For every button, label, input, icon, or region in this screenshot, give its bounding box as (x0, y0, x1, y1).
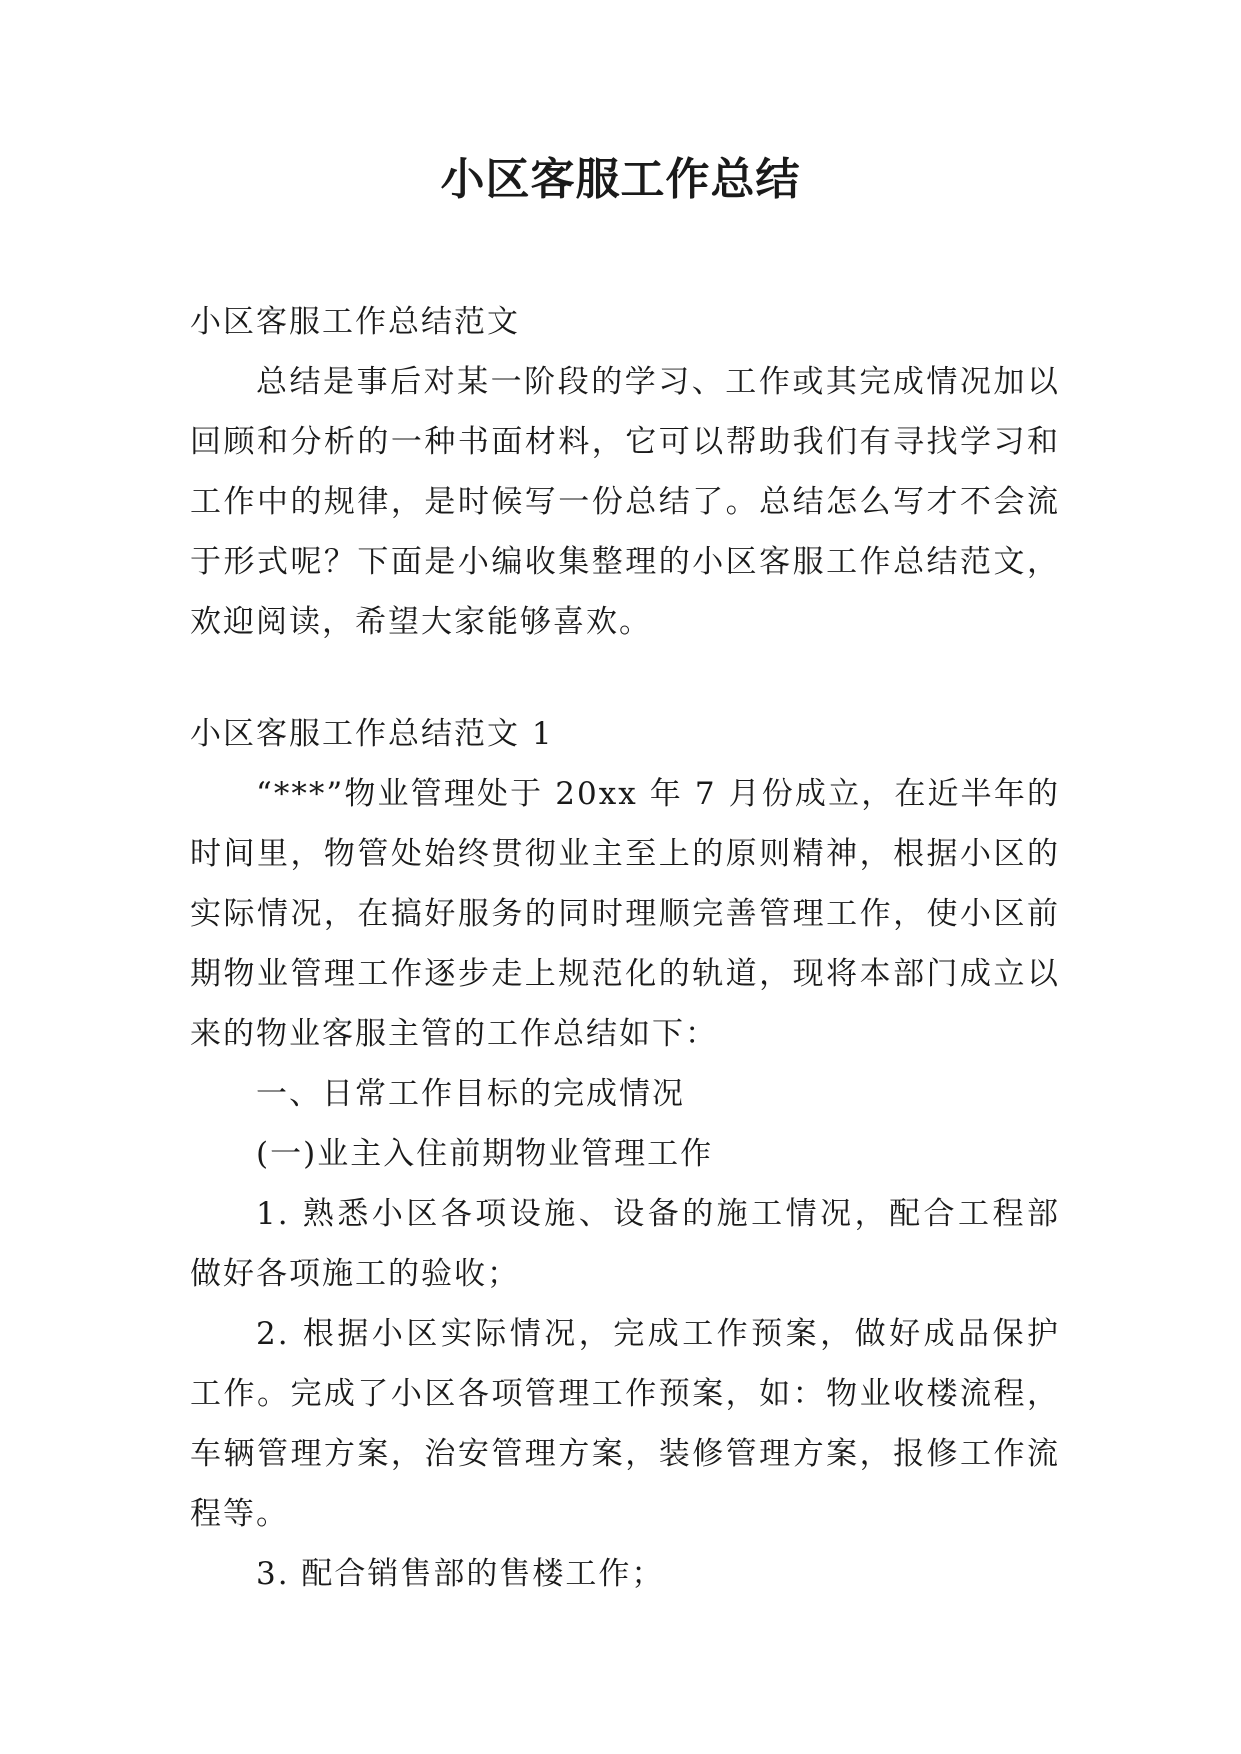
intro-paragraph: 总结是事后对某一阶段的学习、工作或其完成情况加以回顾和分析的一种书面材料，它可以帮助我们有寻找学习和工作中的规律，是时候写一份总结了。总结怎么写才不会流于形式呢？下面是小编收集整理的小区客服工作总结范文，欢迎阅读，希望大家能够喜欢。 (190, 364, 1060, 640)
document-title: 小区客服工作总结 (440, 154, 801, 205)
list-item: 3. 配合销售部的售楼工作； (256, 1556, 665, 1592)
list-heading: 一、日常工作目标的完成情况 (256, 1076, 685, 1112)
list-item: 1. 熟悉小区各项设施、设备的施工情况，配合工程部做好各项施工的验收； (190, 1196, 1060, 1292)
body-paragraph: “***”物业管理处于 20xx 年 7 月份成立，在近半年的时间里，物管处始终贯彻业主至上的原则精神，根据小区的实际情况，在搞好服务的同时理顺完善管理工作，使小区前期物业管理工作逐步走上规范化的轨道，现将本部门成立以来的物业客服主管的工作总结如下： (190, 776, 1060, 1052)
list-item: 2. 根据小区实际情况，完成工作预案，做好成品保护工作。完成了小区各项管理工作预案，如：物业收楼流程，车辆管理方案，治安管理方案，装修管理方案，报修工作流程等。 (190, 1316, 1060, 1532)
section-spacer (190, 652, 1060, 704)
section-heading: 小区客服工作总结范文 1 (190, 716, 554, 752)
document-body (190, 292, 1060, 1604)
list-subheading: (一)业主入住前期物业管理工作 (256, 1136, 714, 1172)
section-heading: 小区客服工作总结范文 (190, 304, 520, 340)
